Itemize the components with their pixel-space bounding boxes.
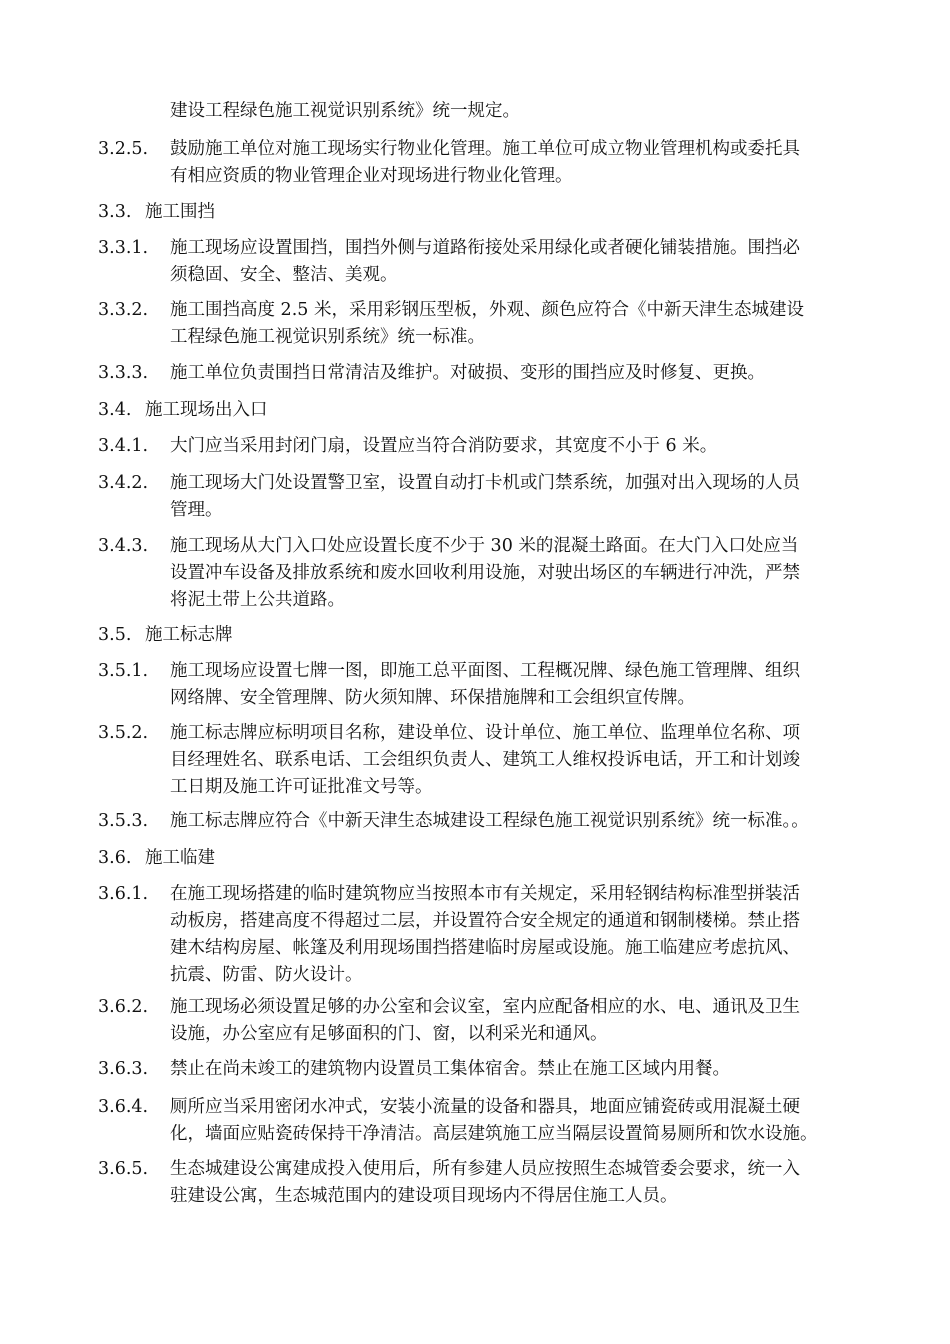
clause-number: 3.6.2. xyxy=(98,997,149,1017)
clause-number: 3.5.3. xyxy=(98,811,149,831)
clause-text: 生态城建设公寓建成投入使用后，所有参建人员应按照生态城管委会要求，统一入 驻建设公寓，生态城范围内的建设项目现场内不得居住施工人员。 xyxy=(170,1159,800,1206)
clause-text: 施工单位负责围挡日常清洁及维护。对破损、变形的围挡应及时修复、更换。 xyxy=(170,363,765,383)
clause-number: 3.5.1. xyxy=(98,661,149,681)
section-title: 施工围挡 xyxy=(145,202,215,222)
clause-number: 3.3.3. xyxy=(98,363,149,383)
clause-number: 3.6.3. xyxy=(98,1059,149,1079)
section-title: 施工现场出入口 xyxy=(145,400,268,420)
clause-text: 施工现场大门处设置警卫室，设置自动打卡机或门禁系统，加强对出入现场的人员 管理。 xyxy=(170,473,800,520)
section-title: 施工标志牌 xyxy=(145,625,233,645)
clause-text: 禁止在尚未竣工的建筑物内设置员工集体宿舍。禁止在施工区域内用餐。 xyxy=(170,1059,730,1079)
section-number: 3.5. xyxy=(98,625,132,645)
section-title: 施工临建 xyxy=(145,848,215,868)
clause-number: 3.4.3. xyxy=(98,536,149,556)
clause-text: 施工现场应设置围挡，围挡外侧与道路衔接处采用绿化或者硬化铺装措施。围挡必 须稳固、安全、整洁、美观。 xyxy=(170,238,800,285)
clause-text: 大门应当采用封闭门扇，设置应当符合消防要求，其宽度不小于 6 米。 xyxy=(170,436,718,456)
clause-text: 施工现场必须设置足够的办公室和会议室，室内应配备相应的水、电、通讯及卫生 设施，办公室应有足够面积的门、窗，以利采光和通风。 xyxy=(170,997,800,1044)
clause-text: 厕所应当采用密闭水冲式，安装小流量的设备和器具，地面应铺瓷砖或用混凝土硬 化，墙面应贴瓷砖保持干净清洁。高层建筑施工应当隔层设置简易厕所和饮水设施。 xyxy=(170,1097,818,1144)
clause-number: 3.2.5. xyxy=(98,139,149,159)
section-number: 3.4. xyxy=(98,400,132,420)
clause-text: 施工现场从大门入口处应设置长度不少于 30 米的混凝土路面。在大门入口处应当 设置冲车设备及排放系统和废水回收利用设施，对驶出场区的车辆进行冲洗，严禁 将泥土带上公共道路。 xyxy=(170,536,800,610)
clause-text: 施工围挡高度 2.5 米，采用彩钢压型板，外观、颜色应符合《中新天津生态城建设 工程绿色施工视觉识别系统》统一标准。 xyxy=(170,300,804,347)
clause-number: 3.6.1. xyxy=(98,884,149,904)
clause-number: 3.5.2. xyxy=(98,723,149,743)
clause-number: 3.3.2. xyxy=(98,300,149,320)
clause-text: 建设工程绿色施工视觉识别系统》统一规定。 xyxy=(170,101,520,121)
clause-number: 3.4.2. xyxy=(98,473,149,493)
clause-text: 施工标志牌应标明项目名称，建设单位、设计单位、施工单位、监理单位名称、项 目经理姓名、联系电话、工会组织负责人、建筑工人维权投诉电话，开工和计划竣 工日期及施工许可证批准文号等。 xyxy=(170,723,800,797)
clause-number: 3.3.1. xyxy=(98,238,149,258)
clause-number: 3.6.5. xyxy=(98,1159,149,1179)
clause-text: 施工现场应设置七牌一图，即施工总平面图、工程概况牌、绿色施工管理牌、组织 网络牌、安全管理牌、防火须知牌、环保措施牌和工会组织宣传牌。 xyxy=(170,661,800,708)
clause-text: 在施工现场搭建的临时建筑物应当按照本市有关规定，采用轻钢结构标准型拼装活 动板房，搭建高度不得超过二层，并设置符合安全规定的通道和钢制楼梯。禁止搭 建木结构房屋、帐篷及利用现场围挡搭建临时房屋或设施。施工临建应考虑抗风、 抗震、防雷、防火设计。 xyxy=(170,884,800,985)
clause-number: 3.4.1. xyxy=(98,436,149,456)
section-number: 3.6. xyxy=(98,848,132,868)
clause-text: 鼓励施工单位对施工现场实行物业化管理。施工单位可成立物业管理机构或委托具 有相应资质的物业管理企业对现场进行物业化管理。 xyxy=(170,139,800,186)
clause-text: 施工标志牌应符合《中新天津生态城建设工程绿色施工视觉识别系统》统一标准。。 xyxy=(170,811,809,831)
clause-number: 3.6.4. xyxy=(98,1097,149,1117)
section-number: 3.3. xyxy=(98,202,132,222)
